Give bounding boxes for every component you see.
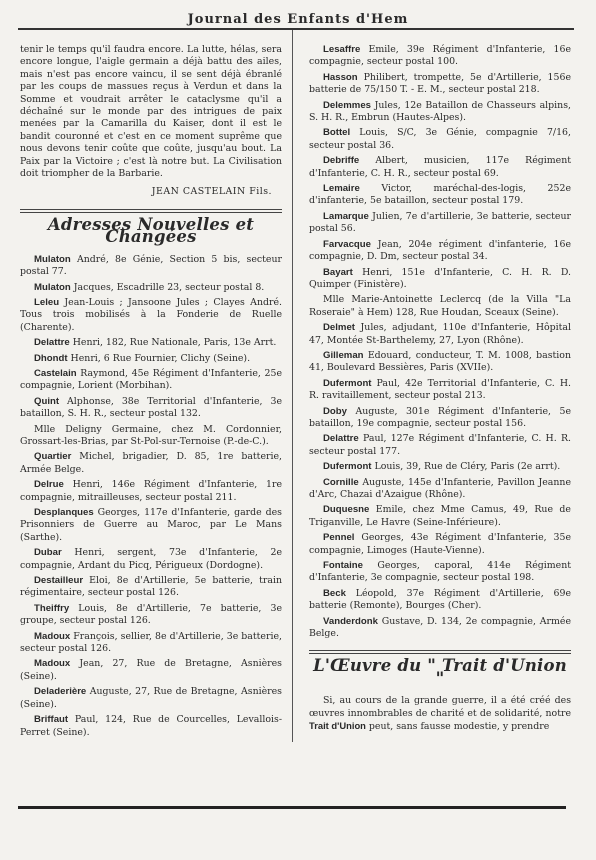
entry-text: Emile, chez Mme Camus, 49, Rue de Triganville, Le Havre (Seine-Inférieure). <box>309 504 571 528</box>
address-entry <box>309 461 571 473</box>
entry-name: Lamarque <box>323 210 369 222</box>
address-entry <box>309 588 571 613</box>
address-entry <box>20 714 282 739</box>
entry-name: Dubar <box>34 547 62 559</box>
address-entry <box>309 294 571 319</box>
entry-text: Paul, 42e Territorial d'Infanterie, C. H. R. ravitaillement, secteur postal 213. <box>309 377 571 402</box>
entry-text: Georges, 43e Régiment d'Infanterie, 35e compagnie, Limoges (Haute-Vienne). <box>309 532 571 556</box>
entry-name: Delrue <box>34 479 64 491</box>
right-column <box>309 44 571 734</box>
address-entry <box>20 297 282 334</box>
section-rule <box>20 209 282 213</box>
entry-name: Destailleur <box>34 575 84 587</box>
entry-text: Georges, caporal, 414e Régiment d'Infanterie, 3e compagnie, secteur postal 198. <box>309 560 571 584</box>
address-entry <box>20 575 282 600</box>
entry-name: Dhondt <box>34 352 68 364</box>
entry-text: Mlle Deligny Germaine, chez M. Cordonnier, Grossart-les-Brias, par St-Pol-sur-Ternoise (P.-de-C.). <box>20 423 282 447</box>
address-list-left <box>20 254 282 739</box>
address-entry <box>20 396 282 421</box>
section-intro <box>309 695 571 733</box>
address-entry <box>309 350 571 375</box>
address-entry <box>20 547 282 572</box>
address-entry <box>20 479 282 504</box>
address-entry <box>20 507 282 544</box>
entry-name: Mulaton <box>34 253 71 265</box>
entry-name: Hasson <box>323 71 358 83</box>
address-entry <box>20 353 282 365</box>
signature: JEAN CASTELAIN Fils. <box>151 186 272 198</box>
entry-name: Duquesne <box>323 504 370 516</box>
address-entry <box>309 239 571 264</box>
entry-text: Henri, 151e d'Infanterie, C. H. R. D. Quimper (Finistère). <box>309 266 571 290</box>
entry-text: Emile, 39e Régiment d'Infanterie, 16e compagnie, secteur postal 100. <box>309 44 571 68</box>
entry-text: Jules, 12e Bataillon de Chasseurs alpins, S. H. R., Embrun (Hautes-Alpes). <box>309 99 571 124</box>
entry-text: Alphonse, 38e Territorial d'Infanterie, 3e bataillon, S. H. R., secteur postal 132. <box>20 395 282 420</box>
entry-name: Dufermont <box>323 377 372 389</box>
entry-name: Madoux <box>34 630 71 642</box>
entry-text: Raymond, 45e Régiment d'Infanterie, 25e compagnie, Lorient (Morbihan). <box>20 367 282 392</box>
running-head: Journal des Enfants d'Hem <box>187 12 409 27</box>
bottom-rule <box>18 806 566 809</box>
entry-name: Deladerière <box>34 686 87 698</box>
entry-name: Beck <box>323 587 346 599</box>
entry-text: Louis, S/C, 3e Génie, compagnie 7/16, secteur postal 36. <box>309 127 571 151</box>
entry-name: Desplanques <box>34 507 94 518</box>
entry-text: Henri, 6 Rue Fournier, Clichy (Seine). <box>67 352 251 364</box>
entry-text: André, 8e Génie, Section 5 bis, secteur postal 77. <box>20 253 282 278</box>
entry-text: Léopold, 37e Régiment d'Artillerie, 69e batterie (Remonte), Bourges (Cher). <box>309 587 571 612</box>
entry-text: Auguste, 301e Régiment d'Infanterie, 5e bataillon, 19e compagnie, secteur postal 156. <box>309 405 571 429</box>
entry-text: Louis, 39, Rue de Cléry, Paris (2e arrt). <box>371 461 561 473</box>
address-entry <box>309 378 571 403</box>
entry-text: Michel, brigadier, D. 85, 1re batterie, Armée Belge. <box>20 451 282 475</box>
entry-text: Gustave, D. 134, 2e compagnie, Armée Belge. <box>309 615 571 640</box>
entry-name: Delattre <box>34 337 70 349</box>
entry-text: Julien, 7e d'artillerie, 3e batterie, secteur postal 56. <box>309 210 571 235</box>
entry-text: Eloi, 8e d'Artillerie, 5e batterie, train régimentaire, secteur postal 126. <box>20 575 282 599</box>
entry-text: Jean, 27, Rue de Bretagne, Asnières (Seine). <box>20 658 282 682</box>
entry-text: Victor, maréchal-des-logis, 252e d'infanterie, 5e bataillon, secteur postal 179. <box>309 183 571 207</box>
entry-name: Pennel <box>323 532 355 544</box>
address-entry <box>309 155 571 180</box>
address-entry <box>309 406 571 431</box>
column-separator <box>292 30 293 742</box>
entry-text: Philibert, trompette, 5e d'Artillerie, 156e batterie de 75/150 T. - E. M., secteur postal 218. <box>309 71 571 96</box>
entry-text: Albert, musicien, 117e Régiment d'Infanterie, C. H. R., secteur postal 69. <box>309 155 571 179</box>
address-entry <box>20 451 282 476</box>
address-entry <box>309 72 571 97</box>
entry-name: Mulaton <box>34 281 71 293</box>
entry-name: Briffaut <box>34 714 69 726</box>
entry-name: Cornille <box>323 476 359 488</box>
address-entry <box>309 44 571 69</box>
address-entry <box>309 433 571 458</box>
address-entry <box>309 477 571 502</box>
entry-name: Gilleman <box>323 349 364 361</box>
address-entry <box>309 616 571 641</box>
entry-name: Vanderdonk <box>323 615 378 627</box>
address-entry <box>20 337 282 349</box>
entry-text: Auguste, 27, Rue de Bretagne, Asnières (Seine). <box>20 686 282 710</box>
address-entry <box>20 424 282 449</box>
entry-text: Mlle Marie-Antoinette Leclercq (de la Villa "La Roseraie" à Hem) 128, Rue Houdan, Sceaux (Seine). <box>309 294 571 318</box>
section-title-oeuvre: L'Œuvre du " Trait d'Union " <box>313 656 567 688</box>
address-entry <box>20 658 282 683</box>
entry-name: Bayart <box>323 266 353 278</box>
address-entry <box>309 267 571 292</box>
entry-name: Bottel <box>323 127 351 139</box>
entry-name: Delemmes <box>323 99 371 111</box>
entry-name: Delattre <box>323 433 359 445</box>
entry-name: Lemaire <box>323 183 360 195</box>
section-title: Adresses Nouvelles et Changées <box>47 214 255 247</box>
address-entry <box>309 211 571 236</box>
address-entry <box>20 686 282 711</box>
entry-text: François, sellier, 8e d'Artillerie, 3e batterie, secteur postal 126. <box>20 630 282 655</box>
entry-text: Henri, sergent, 73e d'Infanterie, 2e compagnie, Ardant du Picq, Périgueux (Dordogne). <box>20 547 282 571</box>
article-continuation: tenir le temps qu'il faudra encore. La lutte, hélas, sera encore longue, l'aigle germain a déjà battu des ailes, mais n'est pas encore vaincu, il se sent déjà ébranlé par les coups de massues reçus à Verdun et dans la Somme et voudrait arrêter le cataclysme qu'il a déchaîné sur le monde par des intrigues de paix menées par la Camarilla du Kaiser, dont il est le bandit couronné et c'est en ce moment suprême que nous devons tenir coûte que coûte, jusqu'au bout. La Paix par la Victoire ; c'est là notre but. La Civilisation doit triompher de la Barbarie. <box>20 44 282 180</box>
entry-text: Jean, 204e régiment d'infanterie, 16e compagnie, D. Dm, secteur postal 34. <box>309 238 571 263</box>
address-entry <box>309 100 571 125</box>
address-entry <box>20 631 282 656</box>
address-entry <box>20 282 282 294</box>
address-entry <box>309 127 571 152</box>
intro-bold: Trait d'Union <box>309 720 366 732</box>
entry-text: Henri, 146e Régiment d'Infanterie, 1re compagnie, mitrailleuses, secteur postal 211. <box>20 479 282 503</box>
entry-name: Leleu <box>34 296 60 308</box>
left-column <box>20 44 282 742</box>
entry-name: Lesaffre <box>323 44 361 55</box>
entry-name: Fontaine <box>323 560 363 572</box>
entry-name: Farvacque <box>323 238 371 250</box>
entry-name: Debriffe <box>323 155 360 167</box>
intro-text-end: peut, sans fausse modestie, y prendre <box>365 721 550 733</box>
entry-name: Doby <box>323 405 347 417</box>
entry-name: Quartier <box>34 451 72 463</box>
entry-text: Paul, 127e Régiment d'Infanterie, C. H. R. secteur postal 177. <box>309 433 571 457</box>
entry-text: Georges, 117e d'Infanterie, garde des Prisonniers de Guerre au Maroc, par Le Mans (Sarthe). <box>20 507 282 543</box>
entry-text: Auguste, 145e d'Infanterie, Pavillon Jeanne d'Arc, Chazai d'Azaigue (Rhône). <box>309 476 571 500</box>
entry-text: Edouard, conducteur, T. M. 1008, bastion 41, Boulevard Bessières, Paris (XVIIe). <box>309 349 571 374</box>
address-entry <box>20 368 282 393</box>
entry-name: Theiffry <box>34 602 70 614</box>
entry-text: Jules, adjudant, 110e d'Infanterie, Hôpital 47, Montée St-Barthelemy, 27, Lyon (Rhône). <box>309 322 571 346</box>
entry-name: Delmet <box>323 322 355 334</box>
entry-text: Jacques, Escadrille 23, secteur postal 8. <box>70 281 265 293</box>
address-entry <box>309 183 571 208</box>
entry-name: Quint <box>34 395 60 407</box>
address-entry <box>20 603 282 628</box>
address-entry <box>309 532 571 557</box>
address-entry <box>309 504 571 529</box>
entry-text: Louis, 8e d'Artillerie, 7e batterie, 3e groupe, secteur postal 126. <box>20 602 282 627</box>
header-rule <box>18 28 574 30</box>
entry-text: Jean-Louis ; Jansoone Jules ; Clayes André. Tous trois mobilisés à la Fonderie de Ruelle (Charente). <box>20 296 282 333</box>
address-entry <box>20 254 282 279</box>
entry-name: Dufermont <box>323 461 372 473</box>
intro-text: Si, au cours de la grande guerre, il a été créé des œuvres innombrables de charité et de solidarité, notre <box>309 695 571 719</box>
entry-name: Castelain <box>34 367 77 379</box>
address-list-right <box>309 44 571 640</box>
address-entry <box>309 322 571 347</box>
entry-text: Paul, 124, Rue de Courcelles, Levallois-Perret (Seine). <box>20 714 282 738</box>
section-rule <box>309 650 571 654</box>
entry-name: Madoux <box>34 658 71 670</box>
address-entry <box>309 560 571 585</box>
entry-text: Henri, 182, Rue Nationale, Paris, 13e Arrt. <box>69 337 277 349</box>
